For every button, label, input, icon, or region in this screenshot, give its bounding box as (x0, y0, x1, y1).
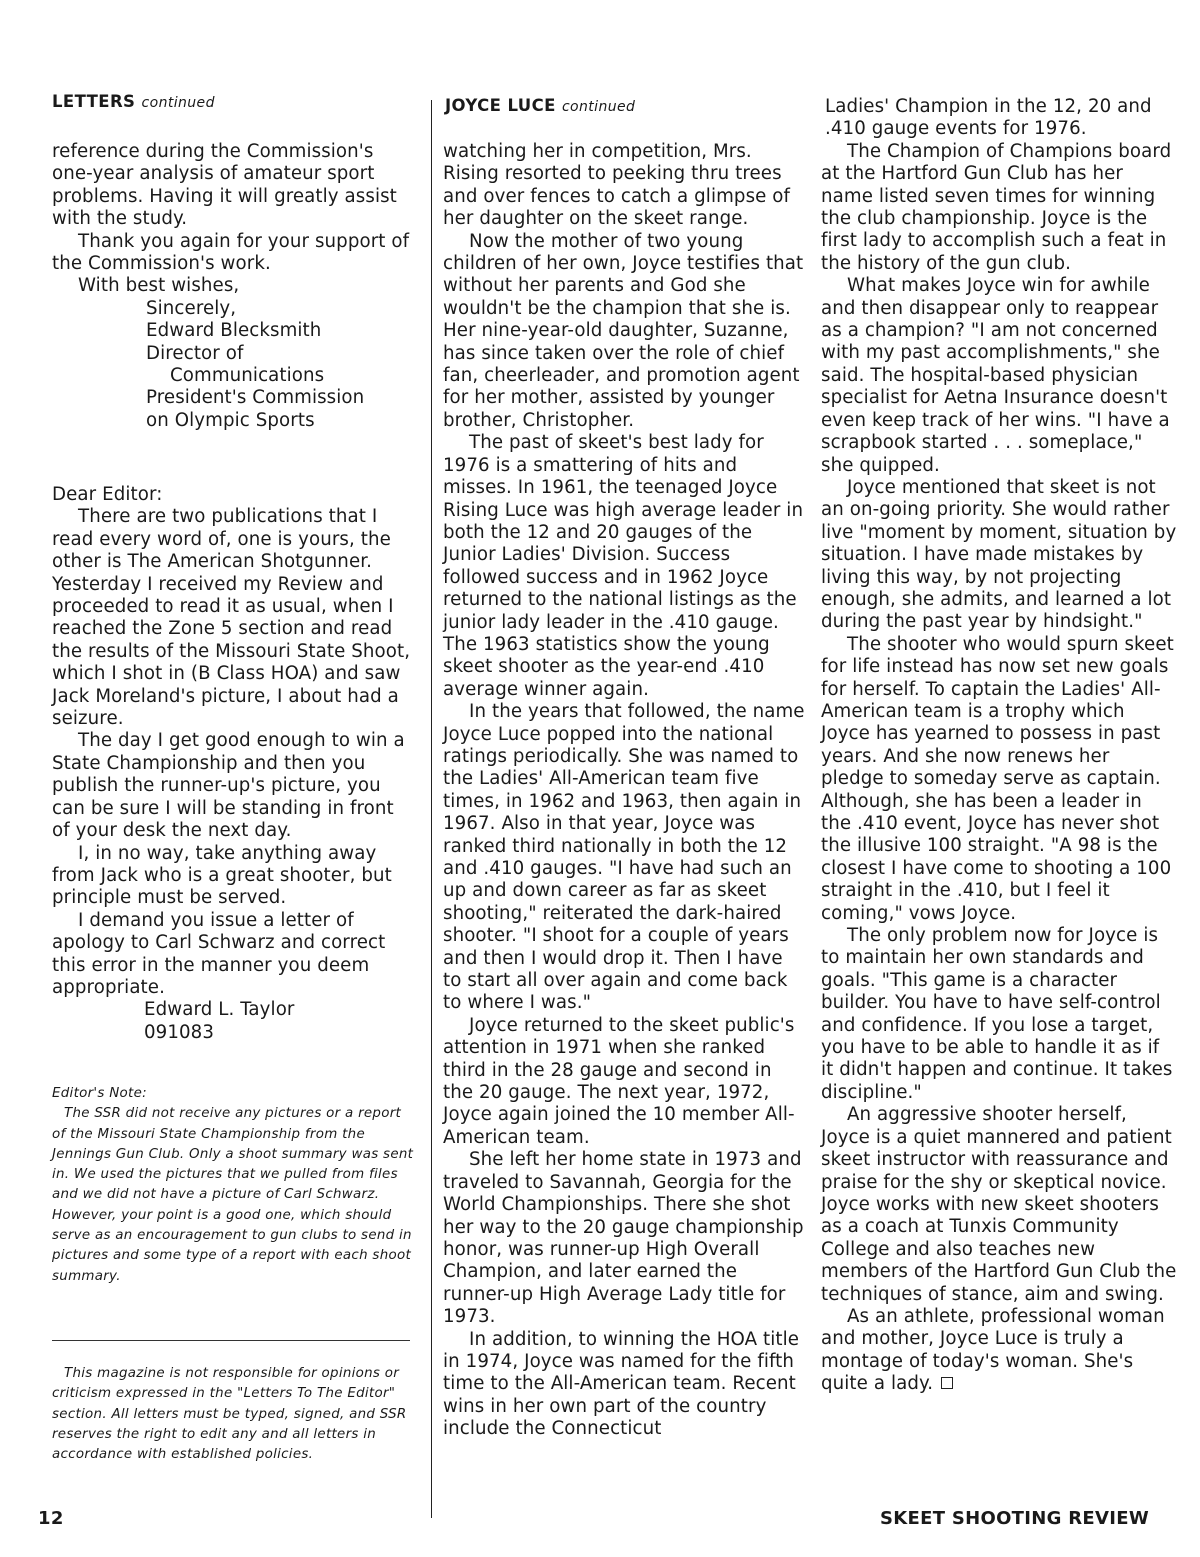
editor-note-label: Editor's Note: (52, 1086, 147, 1101)
column-rule (431, 100, 432, 1518)
article-paragraph: She left her home state in 1973 and traveled to Savannah, Georgia for the World Championships. There she shot her way to the 20 gauge championship honor, was runner-up High Overall Champion, and later earned the runner-up High Average Lady title for 1973. (443, 1149, 804, 1328)
salutation: Dear Editor: (52, 484, 163, 505)
signature-line: Communications (170, 365, 325, 387)
article-heading: JOYCE LUCE continued (445, 96, 636, 115)
section-divider (52, 1340, 410, 1341)
signature-line: Edward Blecksmith (146, 320, 322, 342)
page-number: 12 (38, 1508, 64, 1529)
article-paragraph: An aggressive shooter herself, Joyce is a quiet mannered and patient skeet instructor with reassurance and praise for the shy or skeptical novice. Joyce works with new skeet shooters as a coach at Tunxis Community College and also teaches new members of the Hartford Gun Club the techniques of stance, aim and swing. (821, 1104, 1177, 1305)
article-paragraph: In addition, to winning the HOA title in 1974, Joyce was named for the fifth time to the All-American team. Recent wins in her own part of the country include the Connecticut (443, 1328, 800, 1440)
disclaimer: This magazine is not responsible for opinions or criticism expressed in the "Letters To The Editor" section. All letters must be typed, signed, and SSR reserves the right to edit any and all letters in accordance with established policies. (52, 1366, 407, 1463)
article-paragraph: Joyce returned to the skeet public's attention in 1971 when she ranked third in the 28 gauge and second in the 20 gauge. The next year, 1972, Joyce again joined the 10 member All-American team. (443, 1014, 795, 1148)
article-paragraph: The past of skeet's best lady for 1976 is a smattering of hits and misses. In 1961, the teenaged Joyce Rising Luce was high average leader in both the 12 and 20 gauges of the Junior Ladies' Division. Success followed success and in 1962 Joyce returned to the national listings as the junior lady leader in the .410 gauge. The 1963 statistics show the young skeet shooter as the year-end .410 average winner again. (443, 432, 804, 700)
article-paragraph: The shooter who would spurn skeet for life instead has now set new goals for herself. To captain the Ladies' All-American team is a trophy which Joyce has yearned to possess in past years. And she now renews her pledge to someday serve as captain. Although, she has been a leader in the .410 event, Joyce has never shot the illusive 100 straight. "A 98 is the closest I have come to shooting a 100 straight in the .410, but I feel it coming," vows Joyce. (821, 633, 1174, 924)
letter-closing: With best wishes, (78, 275, 240, 297)
article-paragraph: In the years that followed, the name Joyce Luce popped into the national ratings periodically. She was named to the Ladies' All-American team five times, in 1962 and 1963, then again in 1967. Also in that year, Joyce was ranked third nationally in both the 12 and .410 gauges. "I have had such an up and down career as far as skeet shooting," reiterated the dark-haired shooter. "I shoot for a couple of years and then I would drop it. Then I have to start all over again and come back to where I was." (443, 701, 805, 1014)
magazine-title: SKEET SHOOTING REVIEW (880, 1508, 1149, 1529)
signature-line: Director of (146, 342, 244, 364)
signature-line: on Olympic Sports (146, 409, 315, 431)
signature-line: President's Commission (146, 387, 365, 409)
end-mark-icon (941, 1377, 953, 1389)
article-paragraph: As an athlete, professional woman and mother, Joyce Luce is truly a montage of today's woman. She's quite a lady. (821, 1305, 1165, 1395)
signature-line: 091083 (144, 1021, 215, 1043)
article-paragraph: watching her in competition, Mrs. Rising resorted to peeking thru trees and over fences to catch a glimpse of her daughter on the skeet range. (443, 141, 791, 230)
letter-paragraph: I demand you issue a letter of apology to Carl Schwarz and correct this error in the manner you deem appropriate. (52, 909, 386, 998)
article-paragraph: Joyce mentioned that skeet is not an on-going priority. She would rather live "moment by moment, situation by situation. I have made mistakes by living this way, by not projecting enough, she admits, and learned a lot during the past year by hindsight." (821, 476, 1177, 633)
letter-paragraph: I, in no way, take anything away from Jack who is a great shooter, but principle must be served. (52, 842, 392, 909)
letters-heading: LETTERS continued (52, 92, 215, 111)
letter-thanks: Thank you again for your support of the Commission's work. (52, 230, 410, 275)
article-paragraph: Now the mother of two young children of her own, Joyce testifies that without her parents and God she wouldn't be the champion that she is. Her nine-year-old daughter, Suzanne, has since taken over the role of chief fan, cheerleader, and promotion agent for her mother, assisted by younger brother, Christopher. (443, 230, 804, 431)
signature-line: Edward L. Taylor (144, 999, 295, 1021)
article-paragraph: The Champion of Champions board at the Hartford Gun Club has her name listed seven times for winning the club championship. Joyce is the first lady to accomplish such a feat in the history of the gun club. (821, 140, 1172, 274)
letter-paragraph: The day I get good enough to win a State Championship and then you publish the runner-up's picture, you can be sure I will be standing in front of your desk the next day. (52, 730, 405, 842)
letter-paragraph: There are two publications that I read every word of, one is yours, the other is The American Shotgunner. Yesterday I received my Review and proceeded to read it as usual, when I reached the Zone 5 section and read the results of the Missouri State Shoot, which I shot in (B Class HOA) and saw Jack Moreland's picture, I about had a seizure. (52, 506, 411, 730)
editor-note: The SSR did not receive any pictures or a report of the Missouri State Championship from the Jennings Gun Club. Only a shoot summary was sent in. We used the pictures that we pulled from files and we did not have a picture of Carl Schwarz. However, your point is a good one, which should serve as an encouragement to gun clubs to send in pictures and some type of a report with each shoot summary. (52, 1106, 414, 1284)
article-paragraph: Ladies' Champion in the 12, 20 and .410 gauge events for 1976. (825, 96, 1152, 140)
letter-continuation: reference during the Commission's one-year analysis of amateur sport problems. Having it will greatly assist with the study. (52, 141, 397, 230)
article-paragraph: The only problem now for Joyce is to maintain her own standards and goals. "This game is a character builder. You have to have self-control and confidence. If you lose a target, you have to be able to handle it as if it didn't happen and continue. It takes discipline." (821, 925, 1173, 1103)
signature-line: Sincerely, (146, 297, 237, 319)
article-paragraph: What makes Joyce win for awhile and then disappear only to reappear as a champion? "I am not concerned with my past accomplishments," she said. The hospital-based physician specialist for Aetna Insurance doesn't even keep track of her wins. "I have a scrapbook started . . . someplace," she quipped. (821, 275, 1170, 476)
